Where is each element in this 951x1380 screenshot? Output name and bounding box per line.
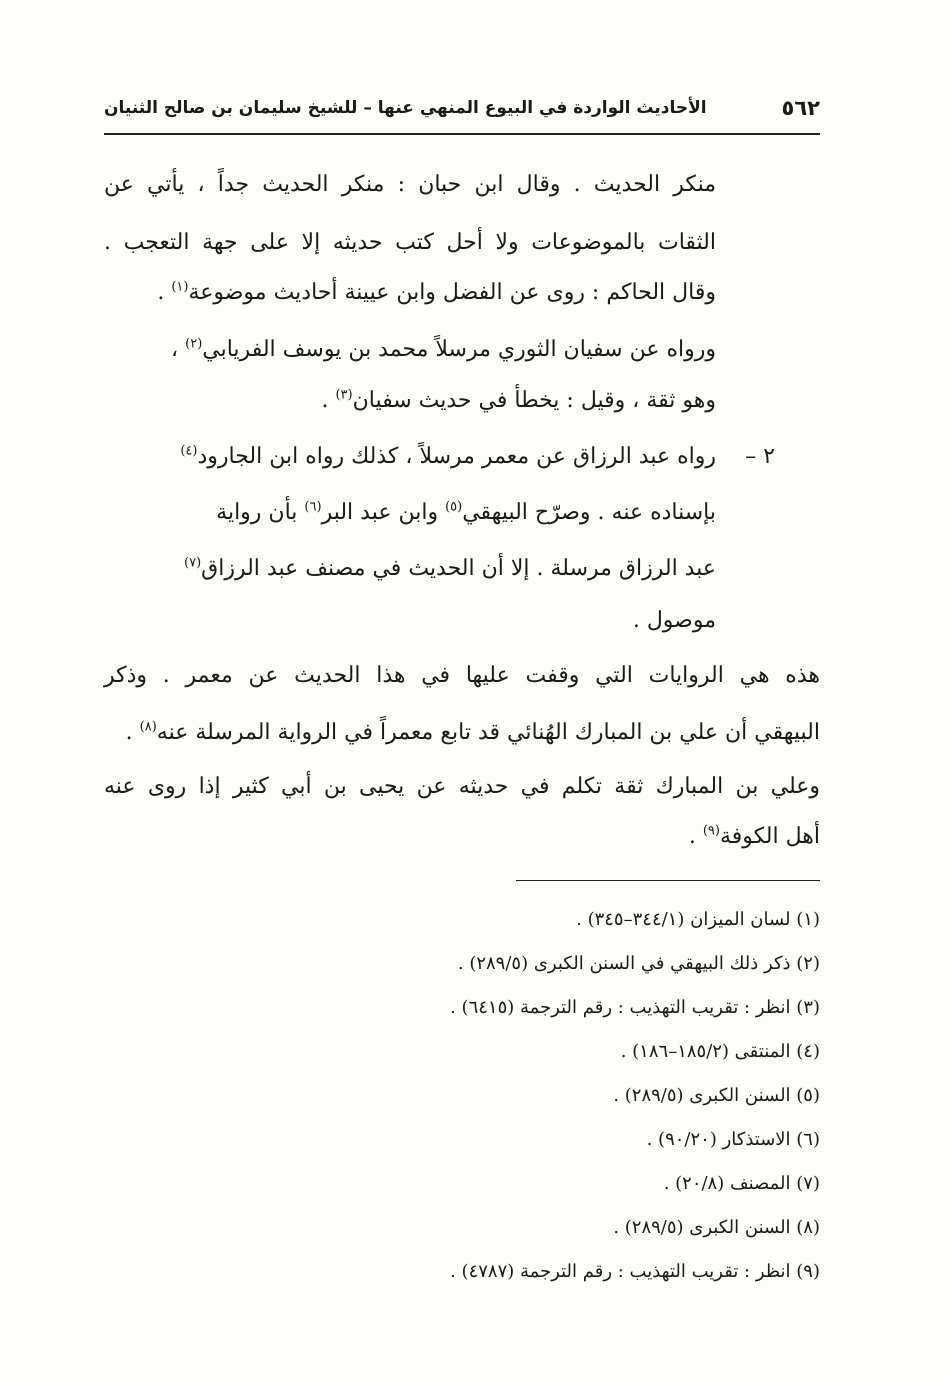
page-number: ٥٦٢: [781, 96, 820, 120]
text-line: وهو ثقة ، وقيل : يخطأ في حديث سفيان$^{(٣)}$ .: [321, 387, 716, 413]
footnote-ref: (٨): [139, 719, 157, 735]
text-line: وعلي بن المبارك ثقة تكلم في حديثه عن يحيى بن أبي كثير إذا روى عنه: [104, 774, 820, 799]
text-line: وقال الحاكم : روى عن الفضل وابن عيينة أحاديث موضوعة$^{(١)}$ .: [157, 279, 716, 305]
footnote-ref: (١): [171, 279, 189, 295]
footnote: (٨) السنن الكبرى (٢٨٩/٥) .: [613, 1217, 820, 1238]
running-title: الأحاديث الواردة في البيوع المنهي عنها – للشيخ سليمان بن صالح الثنيان: [104, 98, 707, 118]
footnote-ref: (٩): [702, 823, 720, 839]
text-line: الثقات بالموضوعات ولا أحل كتب حديثه إلا على جهة التعجب .: [104, 230, 716, 255]
text-line: موصول .: [632, 608, 716, 633]
text-line: البيهقي أن علي بن المبارك الهُنائي قد تابع معمراً في الرواية المرسلة عنه$^{(٨)}$ .: [125, 719, 820, 745]
footnote: (٧) المصنف (٢٠/٨) .: [663, 1173, 820, 1194]
footnote: (١) لسان الميزان (٣٤٤/١–٣٤٥) .: [576, 909, 820, 930]
footnote-ref: (٧): [184, 555, 202, 571]
footnote-rule: [516, 880, 820, 881]
footnote: (٣) انظر : تقريب التهذيب : رقم الترجمة (٦٤١٥) .: [450, 997, 820, 1018]
text-line: بإسناده عنه . وصرّح البيهقي$^{(٥)}$ وابن عبد البر$^{(٦)}$ بأن رواية: [216, 499, 716, 525]
footnote: (٩) انظر : تقريب التهذيب : رقم الترجمة (٤٧٨٧) .: [450, 1261, 820, 1282]
list-number: ٢ –: [745, 444, 775, 469]
footnote: (٦) الاستذكار (٩٠/٢٠) .: [646, 1129, 820, 1150]
text-line: منكر الحديث . وقال ابن حبان : منكر الحديث جداً ، يأتي عن: [104, 172, 716, 197]
text-line: عبد الرزاق مرسلة . إلا أن الحديث في مصنف عبد الرزاق$^{(٧)}$: [184, 555, 716, 581]
running-header: [104, 96, 820, 130]
header-rule: [104, 133, 820, 135]
text-line: رواه عبد الرزاق عن معمر مرسلاً ، كذلك رواه ابن الجارود$^{(٤)}$: [180, 443, 716, 469]
text-line: ورواه عن سفيان الثوري مرسلاً محمد بن يوسف الفريابي$^{(٢)}$ ،: [171, 336, 716, 362]
footnote-ref: (٥): [445, 499, 463, 515]
text-line: أهل الكوفة$^{(٩)}$ .: [688, 823, 820, 849]
footnote-ref: (٣): [335, 387, 353, 403]
footnote-ref: (٤): [180, 443, 198, 459]
footnote: (٥) السنن الكبرى (٢٨٩/٥) .: [613, 1085, 820, 1106]
footnote: (٢) ذكر ذلك البيهقي في السنن الكبرى (٢٨٩/٥) .: [457, 953, 820, 974]
footnote-ref: (٢): [185, 336, 203, 352]
text-line: هذه هي الروايات التي وقفت عليها في هذا الحديث عن معمر . وذكر: [104, 663, 820, 688]
footnote-ref: (٦): [304, 499, 322, 515]
footnote: (٤) المنتقى (١٨٥/٢–١٨٦) .: [620, 1041, 820, 1062]
